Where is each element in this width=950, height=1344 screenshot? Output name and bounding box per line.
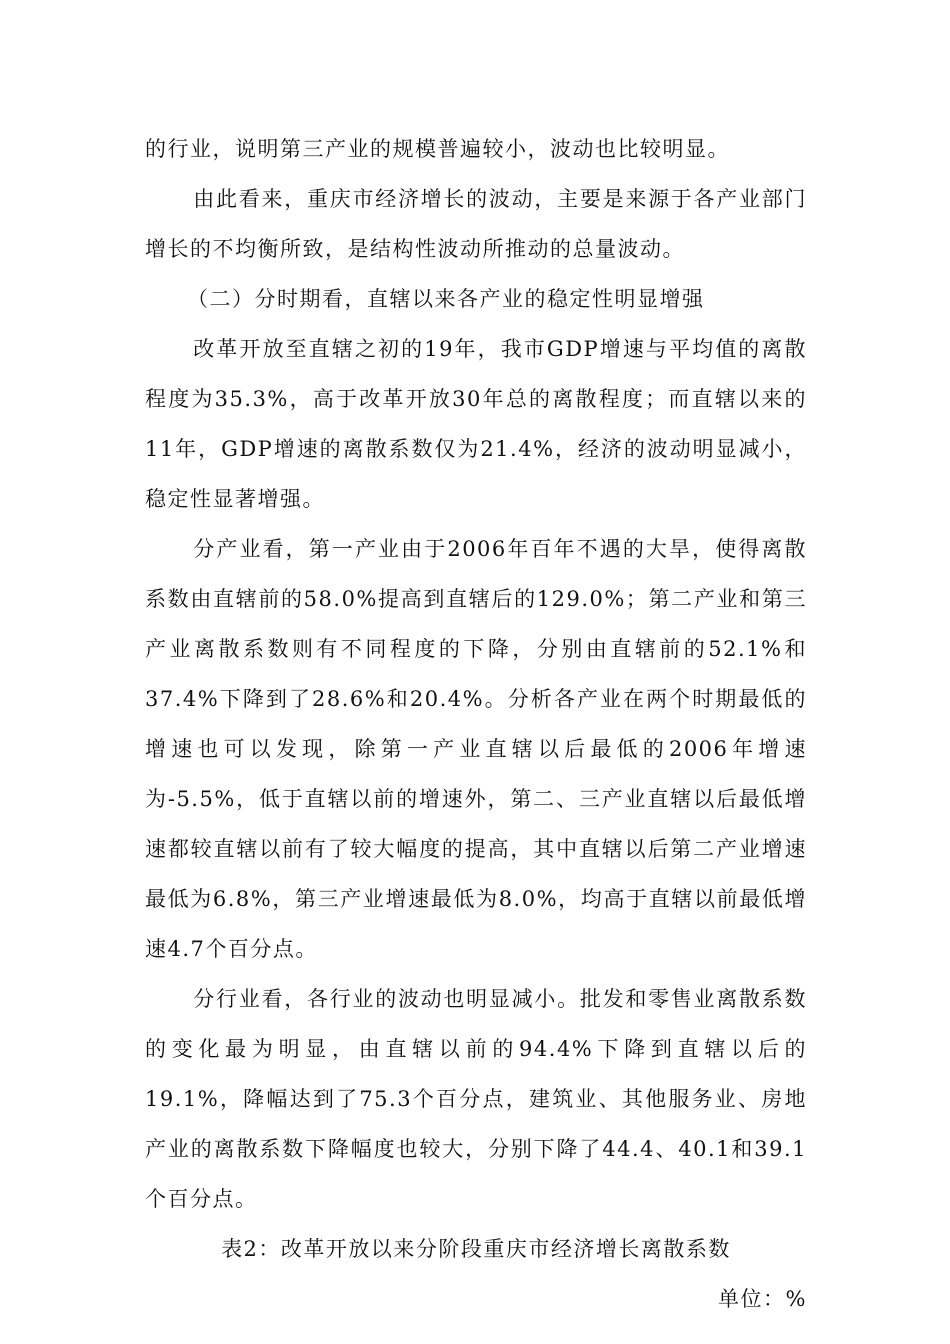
paragraph-by-trade: 分行业看，各行业的波动也明显减小。批发和零售业离散系数的变化最为明显，由直辖以前的94.4%下降到直辖以后的19.1%，降幅达到了75.3个百分点，建筑业、其他服务业、房地产业的离散系数下降幅度也较大，分别下降了44.4、40.1和39.1个百分点。	[145, 987, 807, 1211]
unit-label: 单位：%	[718, 1287, 807, 1311]
section-heading: （二）分时期看，直辖以来各产业的稳定性明显增强	[187, 287, 705, 311]
paragraph-summary: 由此看来，重庆市经济增长的波动，主要是来源于各产业部门增长的不均衡所致，是结构性波动所推动的总量波动。	[145, 187, 807, 261]
paragraph-by-industry-sector: 分产业看，第一产业由于2006年百年不遇的大旱，使得离散系数由直辖前的58.0%提高到直辖后的129.0%；第二产业和第三产业离散系数则有不同程度的下降，分别由直辖前的52.1%和37.4%下降到了28.6%和20.4%。分析各产业在两个时期最低的增速也可以发现，除第一产业直辖以后最低的2006年增速为-5.5%，低于直辖以前的增速外，第二、三产业直辖以后最低增速都较直辖以前有了较大幅度的提高，其中直辖以后第二产业增速最低为6.8%，第三产业增速最低为8.0%，均高于直辖以前最低增速4.7个百分点。	[145, 537, 807, 961]
paragraph-gdp-dispersion: 改革开放至直辖之初的19年，我市GDP增速与平均值的离散程度为35.3%，高于改革开放30年总的离散程度；而直辖以来的11年，GDP增速的离散系数仅为21.4%，经济的波动明显减小，稳定性显著增强。	[145, 337, 807, 511]
paragraph-continued: 的行业，说明第三产业的规模普遍较小，波动也比较明显。	[145, 137, 730, 161]
table-caption: 表2：改革开放以来分阶段重庆市经济增长离散系数	[221, 1237, 731, 1261]
document-body	[145, 124, 807, 1324]
